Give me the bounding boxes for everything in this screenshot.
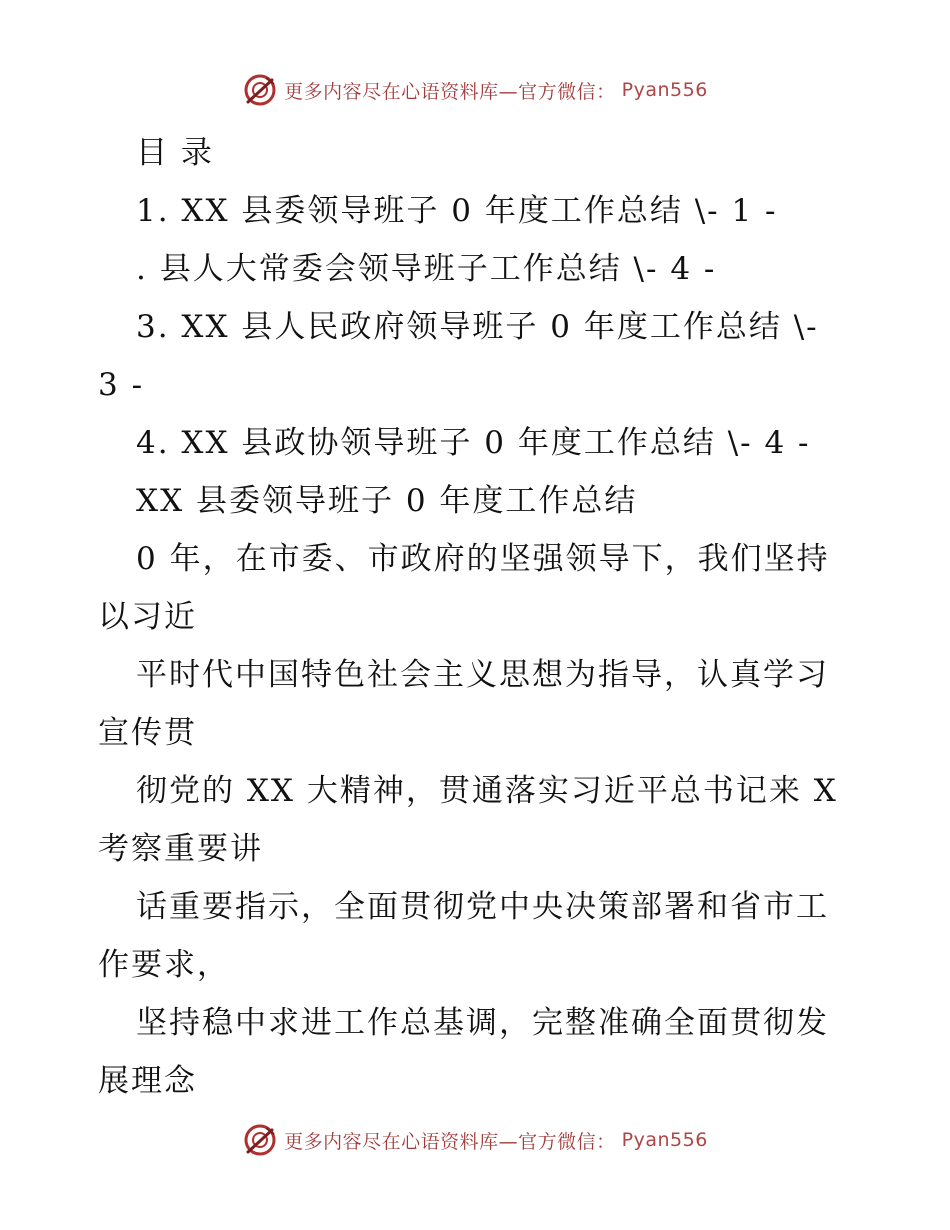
brush-logo-icon	[242, 1122, 278, 1158]
watermark-handle: Pyan556	[621, 79, 708, 101]
brush-logo-icon	[242, 72, 278, 108]
toc-title: 目 录	[136, 135, 214, 171]
header-watermark	[0, 72, 950, 108]
paragraph-line: 彻党的 XX 大精神，贯通落实习近平总书记来 X	[136, 773, 838, 809]
paragraph-line: 考察重要讲	[98, 831, 263, 867]
watermark-text: 更多内容尽在心语资料库—官方微信：	[284, 1130, 616, 1153]
toc-item-3-continued: 3 -	[98, 367, 145, 403]
paragraph-line: 平时代中国特色社会主义思想为指导，认真学习	[136, 657, 829, 693]
watermark-handle: Pyan556	[621, 1129, 708, 1151]
document-body	[98, 124, 858, 1110]
paragraph-line: 以习近	[98, 599, 197, 635]
paragraph-line: 坚持稳中求进工作总基调，完整准确全面贯彻发	[136, 1005, 829, 1041]
toc-item-3: 3. XX 县人民政府领导班子 0 年度工作总结 \-	[136, 309, 819, 345]
section-heading: XX 县委领导班子 0 年度工作总结	[136, 483, 638, 519]
paragraph-line: 话重要指示，全面贯彻党中央决策部署和省市工	[136, 889, 829, 925]
toc-item-1: 1. XX 县委领导班子 0 年度工作总结 \- 1 -	[136, 193, 778, 229]
toc-item-2: . 县人大常委会领导班子工作总结 \- 4 -	[136, 251, 717, 287]
paragraph-line: 展理念	[98, 1063, 197, 1099]
paragraph-line: 作要求，	[98, 947, 230, 983]
toc-item-4: 4. XX 县政协领导班子 0 年度工作总结 \- 4 -	[136, 425, 811, 461]
paragraph-line: 宣传贯	[98, 715, 197, 751]
paragraph-line: 0 年，在市委、市政府的坚强领导下，我们坚持	[136, 541, 830, 577]
footer-watermark	[0, 1122, 950, 1158]
watermark-text: 更多内容尽在心语资料库—官方微信：	[284, 80, 616, 103]
